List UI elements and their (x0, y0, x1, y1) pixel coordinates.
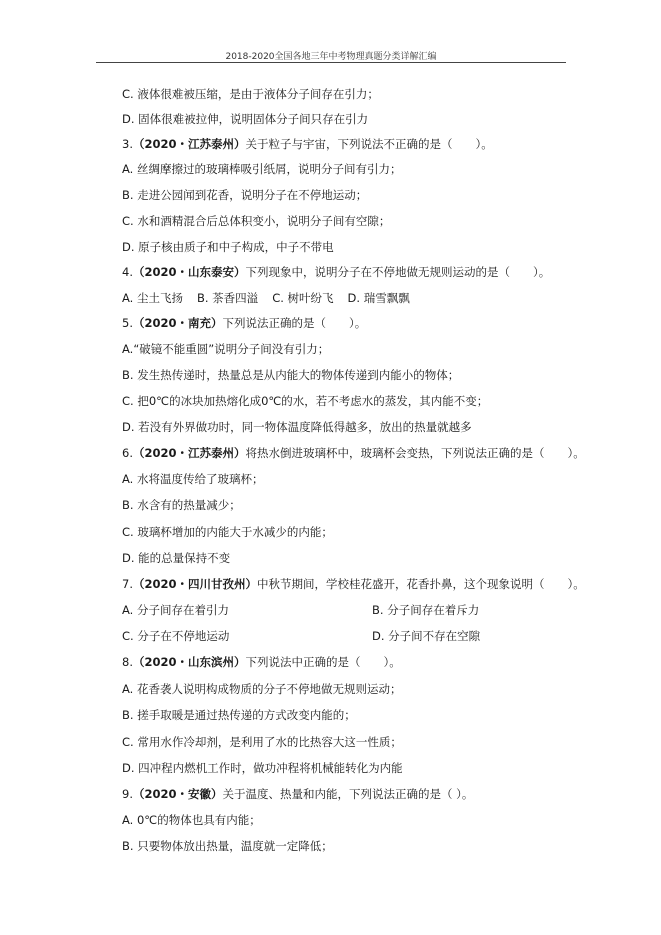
option-line: A.“破镜不能重圆”说明分子间没有引力； (122, 342, 330, 356)
question-stem: 关于粒子与宇宙，下列说法不正确的是（ ）。 (245, 137, 493, 151)
question-source: （2020・山东泰安） (132, 265, 246, 279)
option-line: A. 丝绸摩擦过的玻璃棒吸引纸屑，说明分子间有引力； (122, 162, 402, 176)
option-line: B. 搓手取暖是通过热传递的方式改变内能的； (122, 708, 356, 722)
question-number: 7. (122, 577, 133, 591)
option-line: B. 走进公园闻到花香，说明分子在不停地运动； (122, 188, 368, 202)
page-header: 2018-2020全国各地三年中考物理真题分类详解汇编 (225, 52, 437, 62)
question-stem: 将热水倒进玻璃杯中，玻璃杯会变热，下列说法正确的是（ ）。 (245, 446, 585, 460)
question-number: 6. (122, 446, 133, 460)
option-line: B. 发生热传递时，热量总是从内能大的物体传递到内能小的物体； (122, 368, 460, 382)
option-c: C. 树叶纷飞 (272, 291, 334, 305)
question-source: （2020・江苏泰州） (132, 446, 246, 460)
option-d: D. 分子间不存在空隙 (372, 629, 481, 643)
question-stem: 中秋节期间，学校桂花盛开，花香扑鼻，这个现象说明（ ）。 (257, 577, 585, 591)
question-number: 9. (122, 787, 133, 801)
question-number: 3. (122, 137, 133, 151)
option-c: C. 分子在不停地运动 (122, 629, 230, 643)
question-stem: 下列说法中正确的是（ ）。 (245, 655, 401, 669)
question-6 (122, 446, 585, 460)
option-b: B. 茶香四溢 (196, 291, 259, 305)
question-8 (122, 655, 401, 669)
option-line: C. 把0℃的冰块加热熔化成0℃的水，若不考虑水的蒸发，其内能不变； (122, 394, 489, 408)
question-number: 8. (122, 655, 133, 669)
question-source: （2020・四川甘孜州） (132, 577, 257, 591)
option-a: A. 分子间存在着引力 (122, 603, 229, 617)
question-source: （2020・南充） (132, 316, 223, 330)
header-divider (96, 62, 566, 63)
option-line: D. 原子核由质子和中子构成，中子不带电 (122, 240, 334, 254)
option-line: B. 水含有的热量减少； (122, 498, 241, 512)
question-source: （2020・山东滨州） (132, 655, 246, 669)
option-b: B. 分子间存在着斥力 (372, 603, 480, 617)
question-number: 5. (122, 316, 133, 330)
option-row (122, 291, 424, 305)
option-line: C. 玻璃杯增加的内能大于水减少的内能； (122, 525, 333, 539)
option-line: D. 若没有外界做功时，同一物体温度降低得越多，放出的热量就越多 (122, 420, 472, 434)
question-stem: 关于温度、热量和内能，下列说法正确的是（ ）。 (222, 787, 474, 801)
option-line: D. 四冲程内燃机工作时，做功冲程将机械能转化为内能 (122, 761, 403, 775)
option-line: A. 水将温度传给了玻璃杯； (122, 472, 264, 486)
option-line: D. 固体很难被拉伸，说明固体分子间只存在引力 (122, 112, 369, 126)
option-line: C. 液体很难被压缩，是由于液体分子间存在引力； (122, 87, 379, 101)
option-line: C. 水和酒精混合后总体积变小，说明分子间有空隙； (122, 214, 391, 228)
question-stem: 下列现象中，说明分子在不停地做无规则运动的是（ ）。 (245, 265, 551, 279)
question-7 (122, 577, 585, 591)
question-source: （2020・江苏泰州） (132, 137, 246, 151)
option-d: D. 瑞雪飘飘 (347, 291, 410, 305)
question-9 (122, 787, 473, 801)
question-stem: 下列说法正确的是（ ）。 (222, 316, 367, 330)
question-5 (122, 316, 366, 330)
option-line: A. 花香袭人说明构成物质的分子不停地做无规则运动； (122, 682, 402, 696)
question-source: （2020・安徽） (132, 787, 223, 801)
option-a: A. 尘土飞扬 (122, 291, 183, 305)
question-4 (122, 265, 550, 279)
option-line: B. 只要物体放出热量，温度就一定降低； (122, 839, 333, 853)
option-line: C. 常用水作冷却剂，是利用了水的比热容大这一性质； (122, 735, 402, 749)
option-line: D. 能的总量保持不变 (122, 551, 231, 565)
question-number: 4. (122, 265, 133, 279)
option-line: A. 0℃的物体也具有内能； (122, 813, 261, 827)
question-3 (122, 137, 493, 151)
